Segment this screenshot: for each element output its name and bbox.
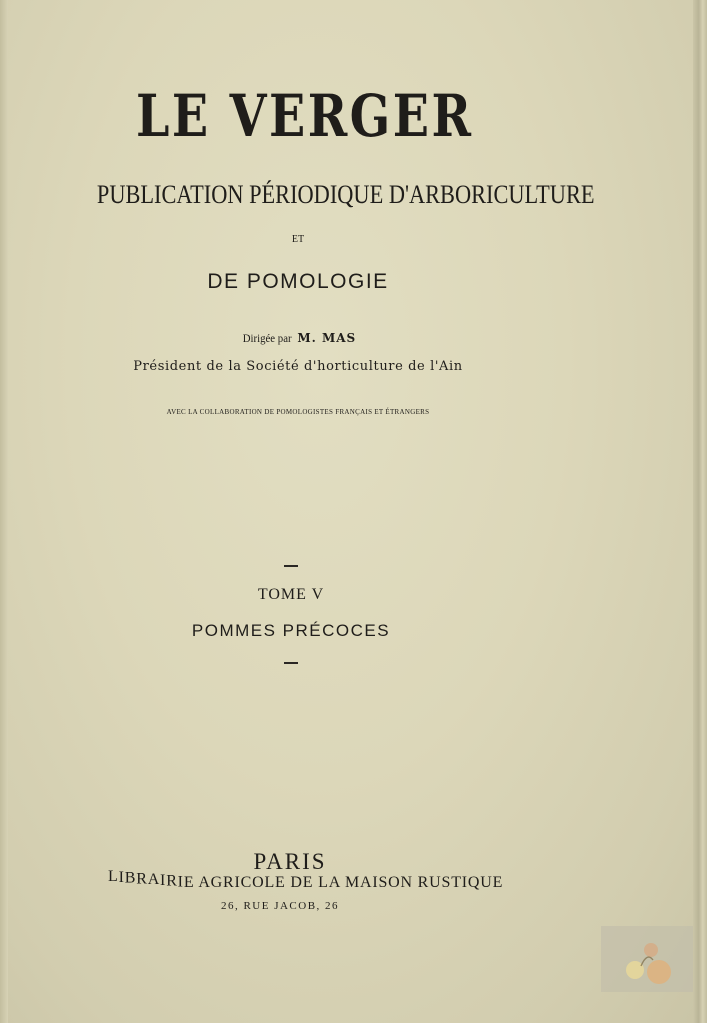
volume-subject: POMMES PRÉCOCES: [191, 621, 391, 640]
book-title: LE VERGER: [136, 82, 474, 150]
page-edge-right: [693, 0, 707, 1023]
separator-top: [284, 565, 298, 567]
volume-number: TOME V: [257, 586, 325, 603]
publisher-first-word-letter: B: [124, 869, 137, 887]
publisher-first-word-letter: R: [166, 872, 178, 890]
publication-city: PARIS: [253, 849, 327, 874]
publisher-first-word-letter: R: [136, 870, 148, 888]
publisher-first-word: [108, 868, 195, 892]
publisher-first-word-letter: E: [183, 874, 195, 891]
book-subtitle-second: DE POMOLOGIE: [207, 270, 389, 293]
subtitle-conjunction: ET: [291, 234, 305, 245]
director-name: M. MAS: [297, 331, 357, 345]
publisher-first-word-letter: A: [147, 871, 161, 888]
publisher-first-word-letter: L: [108, 868, 119, 885]
publisher-first-word-letter: I: [177, 873, 184, 891]
director-title: Président de la Société d'horticulture de l'Ain: [133, 359, 463, 374]
page-edge-left: [0, 0, 8, 1023]
publisher-rest: AGRICOLE DE LA MAISON RUSTIQUE: [198, 874, 504, 891]
publisher-address: 26, RUE JACOB, 26: [220, 900, 340, 912]
publisher-first-word-letter: I: [118, 868, 125, 886]
collaboration-note: AVEC LA COLLABORATION DE POMOLOGISTES FRANÇAIS ET ÉTRANGERS: [166, 408, 430, 416]
director-line: [98, 330, 498, 346]
directed-by-prefix: Dirigée par: [242, 331, 292, 345]
fruit-icon: [601, 926, 693, 992]
book-subtitle: PUBLICATION PÉRIODIQUE D'ARBORICULTURE: [96, 180, 595, 209]
separator-bottom: [284, 662, 298, 664]
publisher-first-word-letter: I: [160, 871, 167, 889]
publisher-line: [108, 868, 504, 892]
